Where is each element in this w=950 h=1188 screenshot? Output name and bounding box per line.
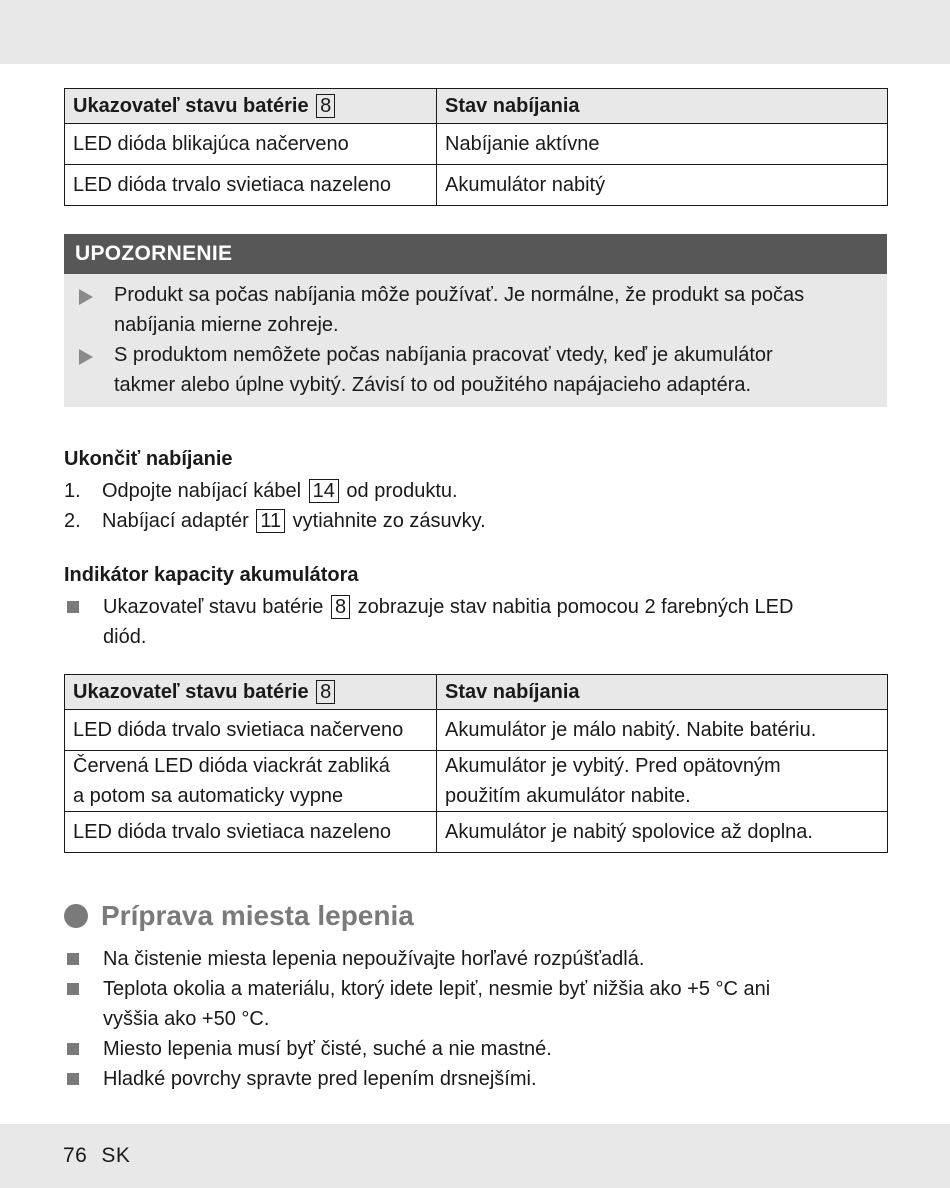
square-bullet-icon [67,953,79,965]
triangle-bullet-icon [79,289,93,305]
language-code: SK [101,1144,131,1167]
notice-box [64,234,887,407]
table-header-row [65,89,888,124]
list-item: Miesto lepenia musí byť čisté, suché a nie mastné. [64,1034,874,1064]
bullet-dot-icon [64,904,88,928]
square-bullet-icon [67,601,79,613]
notice-title: UPOZORNENIE [64,234,887,274]
table-row [65,751,888,812]
table-cell: Akumulátor je málo nabitý. Nabite batériu. [437,710,888,751]
reference-number: 11 [256,509,285,533]
square-bullet-icon [67,1073,79,1085]
list-item: 2. Nabíjací adaptér 11 vytiahnite zo zásuvky. [64,510,486,532]
triangle-bullet-icon [79,349,93,365]
list-item: Hladké povrchy spravte pred lepením drsnejšími. [64,1064,874,1094]
table-cell: Akumulátor nabitý [437,165,888,206]
table-cell: LED dióda blikajúca načerveno [65,124,437,165]
battery-status-table-2 [64,674,888,853]
header-charging-state: Stav nabíjania [437,675,888,710]
table-header-row [65,675,888,710]
table-cell: Nabíjanie aktívne [437,124,888,165]
list-item: Na čistenie miesta lepenia nepoužívajte horľavé rozpúšťadlá. [64,944,874,974]
section-title: Príprava miesta lepenia [64,900,414,932]
reference-number: 8 [331,595,350,619]
table-row [65,710,888,751]
table-cell: Akumulátor je vybitý. Pred opätovným použitím akumulátor nabite. [437,751,888,812]
reference-number: 14 [309,479,339,503]
table-cell: Akumulátor je nabitý spolovice až doplna. [437,812,888,853]
table-cell: LED dióda trvalo svietiaca načerveno [65,710,437,751]
square-bullet-icon [67,1043,79,1055]
table-cell: LED dióda trvalo svietiaca nazeleno [65,165,437,206]
header-indicator: Ukazovateľ stavu batérie 8 [65,89,437,124]
header-indicator: Ukazovateľ stavu batérie 8 [65,675,437,710]
notice-item: S produktom nemôžete počas nabíjania pracovať vtedy, keď je akumulátor takmer alebo úplne vybitý. Závisí to od použitého napájacieho adaptéra. [64,340,887,400]
table-cell: LED dióda trvalo svietiaca nazeleno [65,812,437,853]
battery-status-table-1 [64,88,888,206]
preparation-list [64,944,874,1094]
notice-item: Produkt sa počas nabíjania môže používať. Je normálne, že produkt sa počas nabíjania mierne zohreje. [64,280,887,340]
table-row [65,124,888,165]
list-item: Teplota okolia a materiálu, ktorý idete lepiť, nesmie byť nižšia ako +5 °C ani vyššia ako +50 °C. [64,974,874,1034]
page-number: 76 [63,1144,88,1167]
capacity-list [64,592,874,652]
footer [63,1144,144,1168]
list-item: Ukazovateľ stavu batérie 8 zobrazuje stav nabitia pomocou 2 farebných LED diód. [64,592,874,652]
table-row [65,812,888,853]
reference-number: 8 [316,94,335,118]
end-charging-heading: Ukončiť nabíjanie [64,448,233,470]
header-charging-state: Stav nabíjania [437,89,888,124]
reference-number: 8 [316,680,335,704]
list-item: 1. Odpojte nabíjací kábel 14 od produktu. [64,480,458,502]
end-charging-steps [64,476,486,536]
table-row [65,165,888,206]
table-cell: Červená LED dióda viackrát zabliká a potom sa automaticky vypne [65,751,437,812]
top-margin-band [0,0,950,64]
square-bullet-icon [67,983,79,995]
capacity-heading: Indikátor kapacity akumulátora [64,564,359,586]
